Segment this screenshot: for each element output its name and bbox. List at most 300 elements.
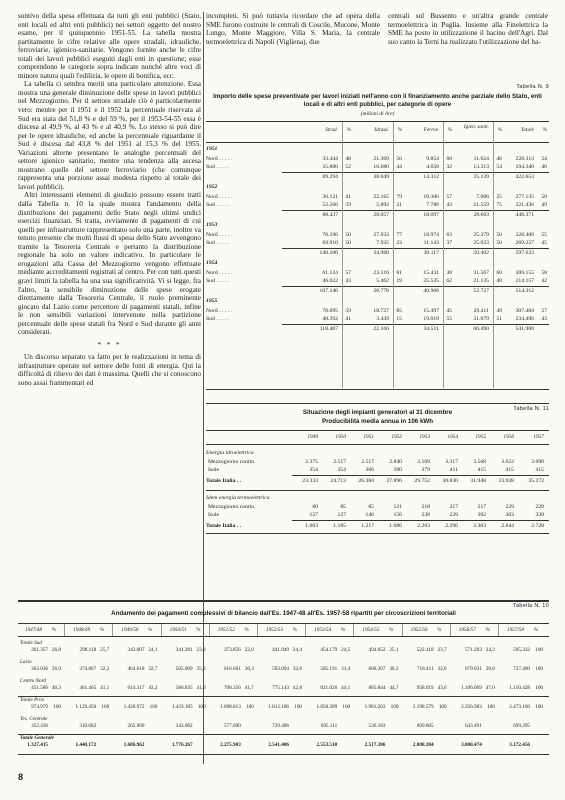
table-cell: 341.281	[175, 647, 193, 653]
table-cell: 100	[535, 704, 543, 710]
table-cell: 217	[449, 504, 458, 510]
table-cell: 51	[496, 315, 502, 322]
table-cell: 1.420.972	[123, 704, 145, 710]
table-cell: 41	[345, 194, 351, 200]
table-cell: 411	[449, 466, 458, 473]
table-cell: 217	[477, 504, 486, 510]
table-cell: 23,8	[196, 647, 206, 653]
table-cell: 441.949	[272, 647, 289, 653]
table-cell: 56	[396, 156, 402, 162]
year-heading: 1954	[206, 260, 218, 266]
table-label: Tabella N. 11	[513, 406, 549, 412]
table-cell: 100	[342, 704, 351, 710]
table-cell: 775.143	[272, 685, 289, 691]
row-label: Nord . . . . .	[206, 232, 232, 238]
table-cell: 48.392	[322, 315, 338, 322]
table-cell: 15.431	[423, 270, 439, 276]
table-cell: 43	[345, 277, 351, 284]
table-cell: 2.553.510	[316, 742, 338, 748]
total-cell: 1.686	[389, 523, 402, 529]
table-cell: 100	[390, 704, 399, 710]
table-cell: 379	[421, 466, 430, 473]
table-cell: 69.910	[322, 239, 338, 246]
column-divider	[342, 122, 343, 388]
table-cell: 300.155	[515, 270, 534, 276]
table-cell: 43	[446, 201, 452, 208]
table-cell: 303	[505, 511, 514, 518]
paragraph: centrali sul Bussento e un'altra grande centrale termoelettrica in Puglia. Insieme alla Finelettrica la SME ha posto in utilizzazione il bacino dell'Agri. Dal suo canto la Terni ha realizzato l'utilizzazione del ba-	[388, 12, 548, 46]
total-cell: 88.437	[322, 212, 338, 218]
year-heading: 1952	[206, 184, 218, 190]
table-cell: 4.658	[426, 163, 439, 170]
year-heading: 1955	[206, 298, 218, 304]
table-cell: 3.690	[531, 459, 544, 465]
table-rule	[206, 403, 549, 404]
table-rule	[292, 520, 549, 521]
column-header: %	[346, 127, 351, 133]
table-cell: 26,9	[51, 666, 61, 672]
table-cell: 85	[368, 504, 374, 510]
total-cell: 18.097	[423, 212, 439, 218]
table-cell: 2.473.160	[509, 704, 530, 710]
table-cell: 23	[396, 239, 402, 246]
table-cell: 606.307	[368, 666, 386, 672]
table-cell: 54	[496, 163, 502, 170]
table-cell: 1.129.450	[75, 704, 97, 710]
table-cell: 269.227	[515, 239, 534, 246]
table-cell: 38	[446, 270, 452, 276]
table-cell: 1.698.813	[220, 704, 241, 710]
table-cell: 156	[393, 511, 402, 518]
table-cell: 68	[446, 156, 452, 162]
table-cell: 22,0	[244, 647, 254, 653]
table-cell: 41,1	[100, 685, 110, 691]
table-cell: 3.568	[473, 459, 486, 465]
row-label: Sud . . . . .	[206, 201, 230, 208]
total-cell: 107.146	[319, 288, 338, 294]
table-rule	[282, 324, 549, 325]
table-cell: 354	[337, 466, 346, 473]
column-header: 1954/55	[362, 627, 380, 633]
table-cell: 35.880	[322, 163, 338, 170]
table-cell: 11.143	[423, 239, 439, 246]
column-header: 1957	[533, 434, 544, 440]
total-cell: 29.752	[414, 478, 430, 484]
table-cell: 43	[541, 315, 547, 322]
table-cell: 24,2	[485, 647, 495, 653]
table-rule	[282, 286, 549, 287]
table-cell: 63	[446, 232, 452, 238]
table-cell: 49	[541, 201, 547, 208]
paragraph: La tabella ci sembra meriti una particolare attenzione. Essa mostra una generale diminuzione delle spese in lavori pubblici nel Mezzogiorno. Per il settore stradale ciò è particolarmente vero: mentre per il 1951 e il 1952 la percentuale riservata al Sud era stata del 51,8 % e del 59 %, per il 1953-54-55 essa è discesa al 49,9 %, al 43 % e al 40,9 %. Lo stesso si può dire per le opere idrauliche, ed anche la percentuale riguardante il Sud è discesa dal 43,8 % del 1951 al 15,3 % del 1955. Variazioni alterne presentano le analoghe percentuali del settore igienico sanitario, mentre una tendenza alla ascesa mostrano quelle del settore ferroviario (che comunque rappresenta una porzione assai modesta rispetto al totale dei lavori pubblici).	[18, 80, 201, 191]
table-11	[206, 407, 549, 595]
table-cell: 100	[535, 666, 543, 672]
table-rule	[292, 475, 549, 476]
column-header: %	[340, 627, 346, 633]
page-rule	[18, 600, 549, 602]
table-cell: 61.124	[322, 270, 338, 276]
column-header: Totale	[520, 127, 534, 133]
table-cell: 239	[449, 511, 458, 518]
column-header: %	[389, 627, 394, 633]
table-cell: 2.275.903	[220, 742, 241, 748]
table-cell: 7.786	[426, 201, 439, 208]
table-cell: 415	[477, 466, 486, 473]
table-cell: 85	[340, 504, 346, 510]
table-cell: 7.066	[476, 194, 489, 200]
table-cell: 25	[496, 194, 502, 200]
table-cell: 328.406	[515, 232, 534, 238]
row-label: Sud . . . . .	[206, 239, 230, 246]
table-cell: 277.135	[515, 194, 534, 200]
table-cell: 214.157	[515, 277, 534, 284]
table-cell: 1.440.172	[75, 742, 97, 748]
table-cell: 54	[541, 156, 547, 162]
column-header: 1956/57	[458, 627, 476, 633]
table-cell: 5.892	[376, 201, 389, 208]
table-cell: 25.379	[473, 232, 489, 238]
table-rule	[18, 696, 549, 697]
table-cell: 50	[496, 232, 502, 238]
table-cell: 522.418	[416, 647, 434, 653]
table-cell: 29.411	[473, 308, 489, 314]
year-heading: 1953	[206, 222, 218, 228]
table-cell: 1.327.415	[27, 742, 48, 748]
table-rule	[18, 734, 549, 735]
table-cell: 1.150.428	[509, 685, 530, 691]
table-rule	[282, 210, 549, 211]
table-subtitle: (milioni di lire)	[360, 111, 395, 117]
total-cell: 422.653	[515, 174, 534, 180]
paragraph: suntivo della spesa effettuata da tutti gli enti pubblici (Stato, enti locali ed altri enti pubblici) nei settori oggetto del nostro esame, per il quinquennio 1951-55. La tabella mostra partitamente le cifre relative alle opere stradali, idrauliche, ferroviarie, igienico-sanitarie. Vengono fornite anche le cifre totali dei lavori pubblici eseguiti dagli enti in questione; esse comprendono le categorie sopra indicate nonché altre voci di minore natura quali l'edilizia, le opere di bonifica, ecc.	[18, 12, 201, 80]
total-cell: 23.333	[302, 478, 318, 484]
table-cell: 48	[345, 156, 351, 162]
table-cell: 49	[496, 308, 502, 314]
row-label: Totale Generale	[20, 735, 54, 741]
table-cell: 41,0	[196, 685, 206, 691]
table-cell: 55	[541, 232, 547, 238]
table-cell: 44,7	[389, 685, 399, 691]
total-cell: 33.928	[498, 478, 514, 484]
right-text-column	[388, 12, 548, 46]
table-cell: 21.135	[473, 277, 489, 284]
table-cell: 27.033	[373, 232, 389, 238]
table-cell: 974.979	[31, 704, 48, 710]
page-number: 8	[18, 772, 24, 782]
table-cell: 79	[396, 194, 402, 200]
table-cell: 25,7	[100, 647, 110, 653]
table-cell: 100	[246, 704, 254, 710]
table-rule	[206, 490, 549, 491]
table-cell: 1.776.267	[171, 742, 193, 748]
table-cell: 3.439	[376, 315, 389, 322]
table-cell: 75	[496, 201, 502, 208]
column-header: 1953	[419, 434, 430, 440]
total-cell: 448.371	[515, 212, 534, 218]
table-cell: 31.079	[473, 315, 489, 322]
row-label: Isole	[208, 511, 220, 518]
table-cell: 229	[535, 504, 544, 510]
column-header: %	[51, 627, 56, 633]
total-cell: 34.511	[423, 326, 439, 332]
column-header: Igien. sanit.	[463, 124, 489, 130]
table-cell: 46	[541, 163, 547, 170]
table-cell: 23.316	[373, 270, 389, 276]
table-cell: 229	[505, 504, 514, 510]
row-label: Sud . . . . .	[206, 163, 230, 170]
table-cell: 55	[446, 315, 452, 322]
table-cell: 307.404	[515, 308, 534, 314]
column-divider	[393, 122, 394, 388]
table-cell: 30,2	[389, 666, 399, 672]
table-cell: 21.369	[373, 156, 389, 162]
table-cell: 19	[396, 277, 402, 284]
total-cell: 118.487	[319, 326, 338, 332]
paragraph: incompleti. Si può tuttavia ricordare che ad opera della SME furono costruite le centrali di Coscile, Mucone, Monte Lungo, Monte Maggiore, Villa S. Maria, la centrale termoelettrica di Napoli (Vigliena), due	[206, 12, 380, 46]
table-cell: 44,1	[341, 685, 351, 691]
total-cell: 25.139	[473, 174, 489, 180]
column-header: 1955/56	[410, 627, 428, 633]
column-header: %	[533, 627, 538, 633]
column-header: 1949	[307, 434, 318, 440]
table-cell: 616.601	[223, 666, 241, 672]
row-label: Totale Italia . .	[206, 478, 242, 484]
total-cell: 69.294	[322, 174, 338, 180]
table-cell: 100	[294, 704, 302, 710]
table-cell: 3.169	[417, 459, 430, 465]
column-header: %	[437, 627, 442, 633]
table-cell: 2.517.386	[364, 742, 386, 748]
row-label: Sud . . . . .	[206, 277, 230, 284]
table-cell: 16.680	[373, 163, 389, 170]
total-cell: 22.166	[373, 326, 389, 332]
table-cell: 13.313	[473, 163, 489, 170]
total-cell: 28.603	[473, 212, 489, 218]
table-cell: 32,2	[100, 666, 110, 672]
table-cell: 127	[309, 511, 318, 518]
table-cell: 1.686.962	[123, 742, 145, 748]
table-cell: 31,4	[341, 666, 351, 672]
table-cell: 58	[541, 270, 547, 276]
table-cell: 31.567	[473, 270, 489, 276]
table-cell: 593.094	[272, 666, 289, 672]
table-cell: 52.266	[322, 201, 338, 208]
row-label: Nord . . . . .	[206, 308, 232, 314]
column-header: %	[447, 127, 452, 133]
table-cell: 46	[496, 156, 502, 162]
row-label: Nord . . . . .	[206, 270, 232, 276]
column-divider	[493, 122, 494, 388]
table-cell: 25,1	[389, 647, 399, 653]
row-label: Totale Sud	[20, 640, 42, 646]
column-header: Strad.	[325, 127, 338, 133]
table-title: Andamento dei pagamenti complessivi di bilancio dall'Es. 1947-48 all'Es. 1957-58 ripartiti per circoscrizioni territoriali	[111, 610, 456, 617]
table-cell: 577.090	[223, 723, 241, 729]
table-title: Importo delle spese preventivate per lavori iniziati nell'anno con il finanziamento anche parziale dello Stato, enti locali e di altri enti pubblici, per categorie di opere	[213, 93, 542, 108]
total-cell: 31.948	[470, 478, 486, 484]
table-cell: 21.559	[473, 201, 489, 208]
table-cell: 100	[53, 704, 61, 710]
table-cell: 59	[345, 308, 351, 314]
table-cell: 100	[535, 647, 543, 653]
section-title: Energia idroelettrica	[206, 450, 254, 456]
column-header: 1953/54	[314, 627, 332, 633]
column-header: 1950/51	[169, 627, 187, 633]
column-header: 1951	[363, 434, 374, 440]
row-label: Tes. Centrale	[20, 716, 48, 722]
table-cell: 9.854	[426, 156, 439, 162]
table-cell: 342.007	[127, 647, 145, 653]
table-cell: 127	[337, 511, 346, 518]
row-label: Mezzogiorno contin.	[208, 459, 256, 465]
table-cell: 28,8	[485, 666, 495, 672]
table-cell: 821.026	[320, 685, 338, 691]
table-cell: 23,7	[437, 647, 447, 653]
table-cell: 18.727	[373, 308, 389, 314]
table-cell: 2.517	[361, 459, 374, 465]
table-cell: 7.935	[376, 239, 389, 246]
table-cell: 362.036	[31, 666, 48, 672]
table-cell: 729.406	[272, 723, 289, 729]
total-cell: 2.644	[501, 523, 514, 529]
table-cell: 100	[101, 704, 110, 710]
column-header: 1954	[447, 434, 458, 440]
table-rule	[206, 533, 549, 534]
total-cell: 50.402	[473, 250, 489, 256]
table-cell: 194.340	[515, 163, 534, 170]
table-cell: 146	[365, 511, 374, 518]
total-cell: 1.063	[305, 523, 318, 529]
table-cell: 32,7	[148, 666, 158, 672]
year-heading: 1951	[206, 146, 218, 152]
table-cell: 679.031	[464, 666, 482, 672]
table-cell: 22.165	[373, 194, 389, 200]
section-title: Idem energia termoelettrica	[206, 495, 270, 501]
table-cell: 3.622	[501, 459, 514, 465]
table-9	[206, 84, 549, 390]
total-cell: 140.106	[319, 250, 338, 256]
table-cell: 24,5	[341, 647, 351, 653]
table-cell: 45	[541, 239, 547, 246]
total-cell: 2.728	[531, 523, 544, 529]
table-cell: 47,0	[485, 685, 495, 691]
table-cell: 695.111	[320, 723, 338, 729]
table-cell: 57	[541, 308, 547, 314]
table-10	[18, 603, 549, 768]
table-cell: 2.517	[333, 459, 346, 465]
table-cell: 261.357	[31, 647, 48, 653]
total-cell: 27.896	[386, 478, 402, 484]
table-cell: 373.856	[223, 647, 241, 653]
table-cell: 374.867	[79, 666, 97, 672]
table-cell: 614.317	[127, 685, 145, 691]
row-label: Lazio	[20, 659, 32, 665]
table-title: Situazione degli impianti generatori al 31 dicembre	[302, 409, 453, 416]
table-cell: 5.462	[376, 277, 389, 284]
table-cell: 70.095	[322, 308, 338, 314]
table-cell: 298.118	[79, 647, 97, 653]
total-cell: 2.363	[473, 523, 486, 529]
table-cell: 100	[487, 704, 495, 710]
table-cell: 221.436	[515, 201, 534, 208]
table-cell: 1.106.669	[461, 685, 482, 691]
table-cell: 228.313	[515, 156, 534, 162]
table-rule	[282, 172, 549, 173]
total-cell: 24.713	[330, 478, 346, 484]
table-cell: 80	[312, 504, 318, 510]
table-cell: 415	[535, 466, 544, 473]
table-cell: 390	[393, 466, 402, 473]
table-cell: 85	[396, 308, 402, 314]
row-label: Nord . . . . .	[206, 194, 232, 200]
table-title-2: Producibilità media annua in 106 kWh	[321, 418, 434, 425]
table-cell: 343.082	[175, 723, 193, 729]
table-cell: 585.191	[320, 666, 338, 672]
table-cell: 339	[535, 511, 544, 518]
total-cell: 26.384	[358, 478, 374, 484]
table-label: Tabella N. 10	[512, 603, 549, 609]
table-cell: 586.835	[175, 685, 193, 691]
total-cell: 30.830	[442, 478, 458, 484]
table-cell: 885.844	[368, 685, 386, 691]
table-label: Tabella N. 9	[516, 84, 549, 90]
table-cell: 50	[345, 239, 351, 246]
table-cell: 494.052	[368, 647, 386, 653]
section-separator: * * *	[97, 340, 122, 349]
left-text-column	[18, 12, 201, 388]
total-cell: 541.900	[515, 326, 534, 332]
column-header: 1951/52	[217, 627, 235, 633]
table-rule	[206, 444, 549, 445]
table-cell: 536.183	[368, 723, 386, 729]
table-cell: 2.356.983	[461, 704, 482, 710]
table-rule	[206, 389, 549, 390]
table-cell: 32	[446, 163, 452, 170]
column-header: %	[485, 627, 490, 633]
total-cell: 2.296	[445, 523, 458, 529]
table-cell: 37	[446, 239, 452, 246]
total-cell: 1.185	[333, 523, 346, 529]
total-cell: 28.057	[373, 212, 389, 218]
table-cell: 302	[477, 511, 486, 518]
table-cell: 50	[496, 239, 502, 246]
table-cell: 3.317	[445, 459, 458, 465]
column-header: %	[99, 627, 105, 633]
column-header: 1952	[391, 434, 402, 440]
table-rule	[18, 636, 549, 637]
table-cell: 2.541.406	[268, 742, 289, 748]
table-cell: 11.624	[473, 156, 489, 162]
table-cell: 727.400	[513, 666, 530, 672]
column-header: 1957/58	[506, 627, 524, 633]
table-cell: 50	[345, 232, 351, 238]
table-cell: 352.436	[31, 723, 48, 729]
table-cell: 26,8	[51, 647, 61, 653]
table-cell: 18.974	[423, 232, 439, 238]
table-cell: 366	[365, 466, 374, 473]
table-cell: 77	[396, 232, 402, 238]
table-cell: 32,8	[292, 666, 302, 672]
table-cell: 50	[541, 194, 547, 200]
column-header: %	[148, 627, 153, 633]
column-header: Ferrov.	[423, 127, 439, 133]
table-cell: 62	[446, 277, 452, 284]
total-cell: 40.966	[423, 288, 439, 294]
table-rule	[282, 248, 549, 249]
total-cell: 30.117	[423, 250, 439, 256]
table-cell: 59	[345, 201, 351, 208]
total-cell: 514.312	[515, 288, 534, 294]
